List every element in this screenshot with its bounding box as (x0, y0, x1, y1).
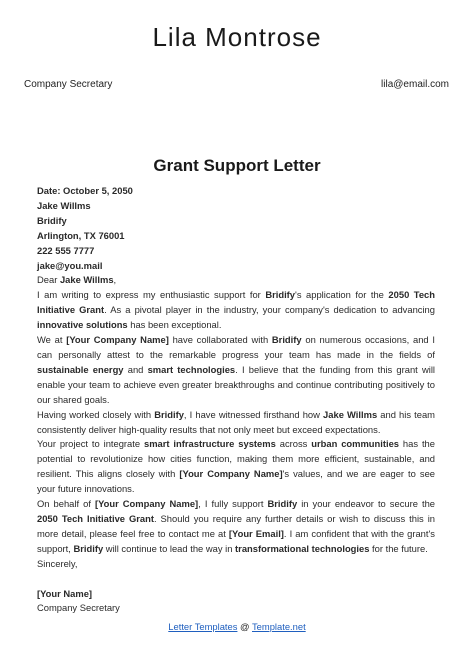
p5-bold: Bridify (73, 542, 104, 554)
p4-text: Your project to integrate (37, 438, 144, 450)
p1-text: 's application for the (295, 289, 389, 301)
recipient-company: Bridify (37, 214, 67, 226)
signature-title: Company Secretary (37, 602, 120, 614)
paragraph-5 (37, 497, 435, 557)
p4-text: has the potential to revolutionize how cities function, making them more efficient, sustainable, and resilient. This aligns closely with (37, 438, 435, 480)
footer (0, 621, 474, 632)
p2-bold: sustainable energy (37, 363, 124, 375)
p4-bold: urban communities (311, 438, 400, 450)
p1-text: has been exceptional. (127, 319, 222, 331)
p2-text: . I believe that the funding from this grant will enable your team to achieve even greater breakthroughs and continue contributing positively to our shared goals. (37, 363, 435, 405)
p1-bold: innovative solutions (37, 319, 128, 331)
letter-title: Grant Support Letter (153, 156, 321, 175)
p5-text: . Should you require any further details or wish to discuss this in more detail, please feel free to contact me at (37, 512, 435, 539)
p4-bold: [Your Company Name] (179, 468, 283, 480)
template-net-link[interactable]: Template.net (252, 621, 306, 632)
salutation-name: Jake Willms (59, 274, 114, 286)
letter-body (37, 184, 435, 616)
p4-text: across (275, 438, 312, 450)
paragraph-2 (37, 333, 435, 408)
paragraph-1 (37, 288, 435, 333)
letter-templates-link[interactable]: Letter Templates (168, 621, 238, 632)
p5-bold: 2050 Tech Initiative Grant (37, 512, 154, 524)
recipient-name: Jake Willms (37, 199, 91, 211)
p3-text: , I have witnessed firsthand how (183, 408, 324, 420)
p4-text: 's values, and we are eager to see your future innovations. (37, 468, 436, 495)
p5-text: , I fully support (198, 498, 268, 510)
salutation-prefix: Dear (37, 274, 60, 286)
p2-text: and (123, 363, 148, 375)
p4-bold: smart infrastructure systems (144, 438, 276, 450)
p5-text: On behalf of (37, 498, 95, 510)
p2-bold: Bridify (271, 334, 302, 346)
salutation-suffix: , (113, 274, 117, 286)
p3-text: and his team consistently deliver high-quality results that not only meet but exceed expectations. (37, 408, 435, 435)
p3-bold: Jake Willms (323, 408, 378, 420)
p1-text: . As a pivotal player in the industry, your company's dedication to advancing (104, 304, 435, 316)
p2-bold: [Your Company Name] (66, 334, 169, 346)
p2-text: on numerous occasions, and I can personally attest to the remarkable progress your team has made in the fields of (37, 334, 435, 360)
p3-text: Having worked closely with (37, 408, 155, 420)
p5-text: . I am confident that with the grant's support, (37, 527, 435, 554)
p2-bold: smart technologies (147, 363, 236, 375)
p5-bold: Bridify (267, 498, 298, 510)
footer-separator: @ (237, 621, 252, 632)
recipient-address: Arlington, TX 76001 (37, 229, 125, 241)
paragraph-3 (37, 408, 435, 438)
signature-name: [Your Name] (37, 587, 93, 599)
sender-role: Company Secretary (24, 79, 113, 90)
salutation (37, 273, 435, 288)
p5-text: for the future. (369, 542, 428, 554)
sender-email: lila@email.com (381, 79, 449, 90)
p5-bold: transformational technologies (235, 542, 370, 554)
sender-name: Lila Montrose (152, 22, 322, 52)
p3-bold: Bridify (154, 408, 184, 420)
p1-bold: Bridify (265, 289, 296, 301)
spacer (37, 572, 435, 587)
p5-bold: [Your Company Name] (94, 498, 199, 510)
p1-text: I am writing to express my enthusiastic support for (37, 289, 266, 301)
p5-bold: [Your Email] (228, 527, 284, 539)
closing: Sincerely, (37, 557, 78, 569)
recipient-phone: 222 555 7777 (37, 244, 95, 256)
letter-date: Date: October 5, 2050 (37, 185, 133, 196)
paragraph-4 (37, 437, 435, 497)
p2-text: have collaborated with (168, 334, 272, 346)
p5-text: will continue to lead the way in (103, 542, 236, 554)
p5-text: in your endeavor to secure the (297, 498, 436, 510)
p2-text: We at (37, 334, 67, 346)
p1-bold: 2050 Tech Initiative Grant (37, 289, 435, 316)
recipient-email: jake@you.mail (37, 259, 103, 271)
